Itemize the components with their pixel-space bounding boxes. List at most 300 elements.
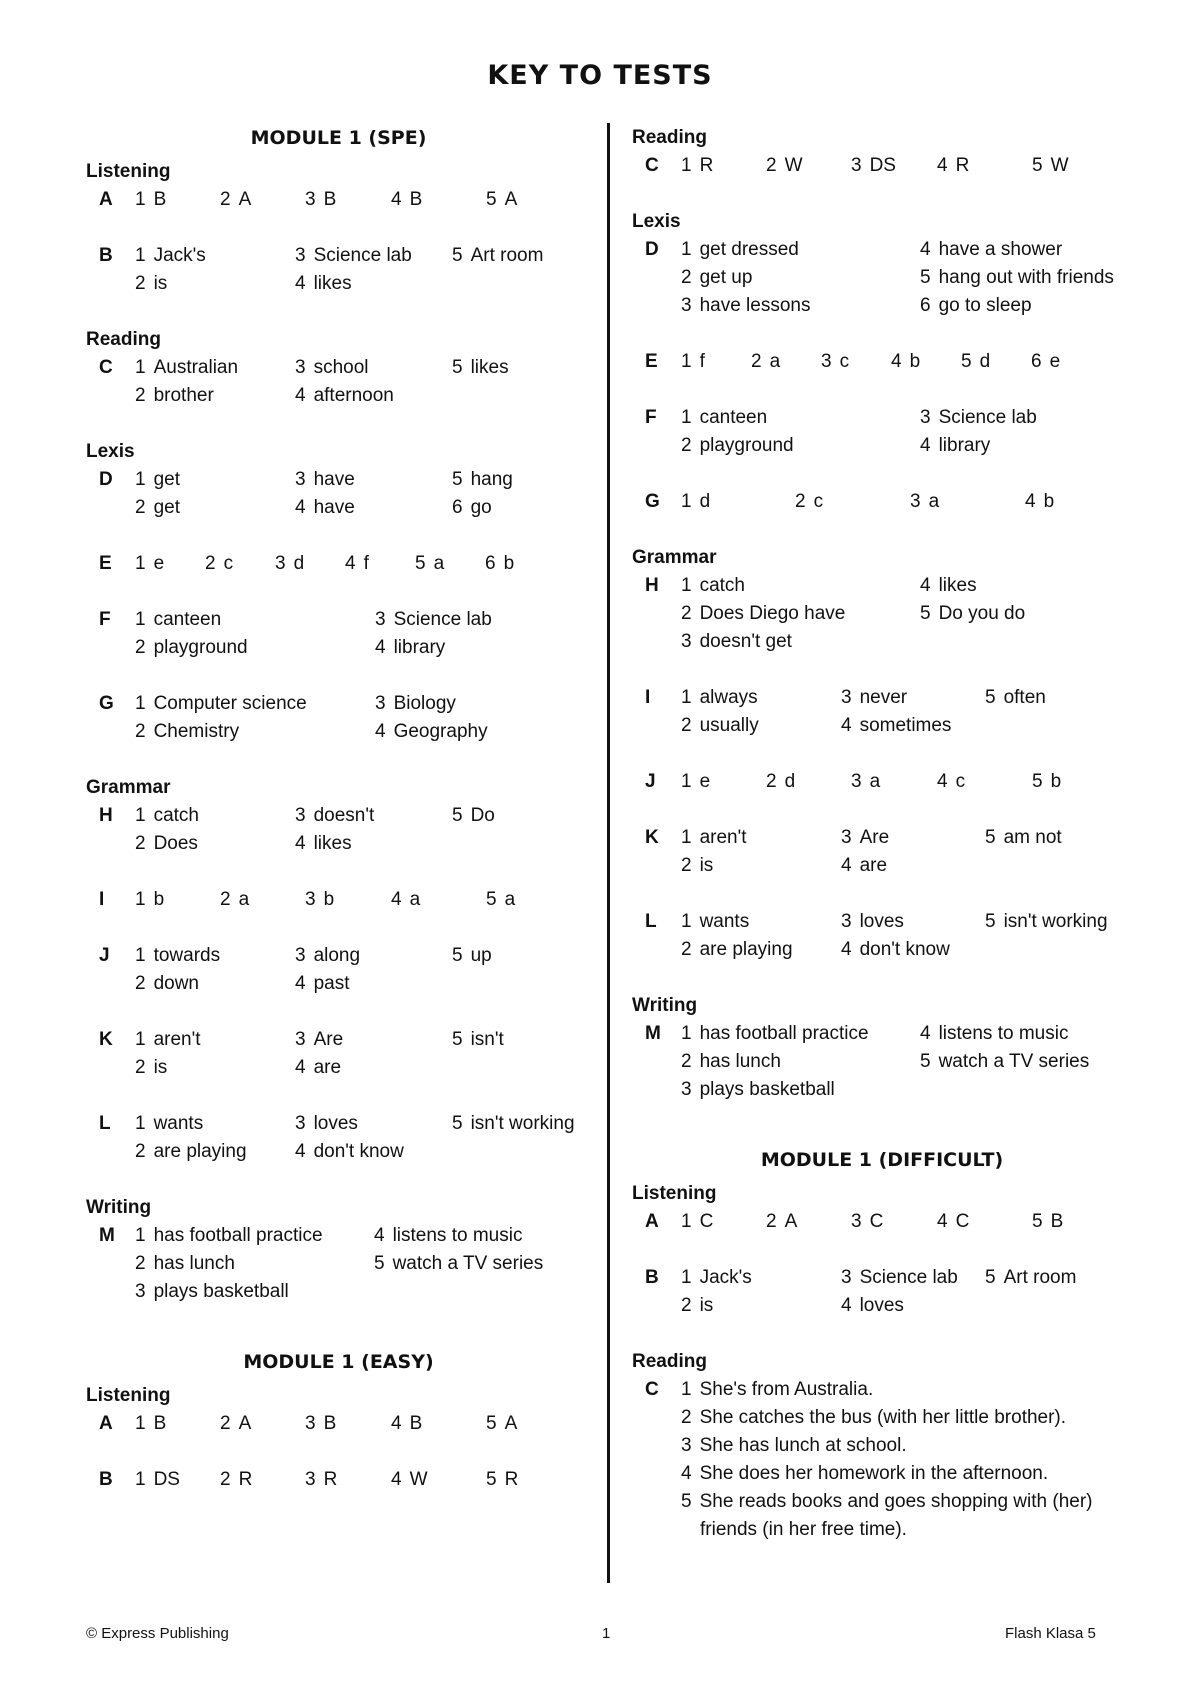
item-number: 5 (486, 1469, 497, 1490)
answer-item (135, 186, 166, 214)
answer-item (681, 1048, 781, 1076)
item-answer: A (238, 1413, 252, 1434)
item-number: 6 (1031, 351, 1042, 372)
answer-item (345, 550, 369, 578)
answer-item (937, 768, 965, 796)
answer-item (795, 488, 823, 516)
item-answer: down (153, 973, 199, 994)
item-number: 2 (681, 435, 692, 456)
item-number: 4 (1025, 491, 1036, 512)
answer-item (841, 684, 907, 712)
exercise-i (86, 886, 591, 914)
item-answer: a (433, 553, 445, 574)
item-number: 1 (135, 805, 146, 826)
item-number: 4 (920, 1023, 931, 1044)
item-number: 2 (135, 1057, 146, 1078)
item-number: 2 (135, 973, 146, 994)
item-answer: Science lab (313, 245, 412, 266)
answer-row (99, 970, 591, 998)
item-number: 4 (345, 553, 356, 574)
answer-item (135, 1110, 203, 1138)
item-answer: sometimes (859, 715, 952, 736)
item-answer: Jack's (153, 245, 206, 266)
item-number: 3 (841, 827, 852, 848)
item-number: 5 (985, 911, 996, 932)
answer-item (135, 1138, 247, 1166)
answer-item (305, 1466, 337, 1494)
item-number: 3 (851, 155, 862, 176)
answer-item (681, 1376, 873, 1404)
answer-item (920, 432, 990, 460)
item-number: 2 (135, 1141, 146, 1162)
answer-item (851, 1208, 883, 1236)
item-answer: W (1050, 155, 1069, 176)
item-number: 5 (415, 553, 426, 574)
answer-row (99, 830, 591, 858)
answer-item (920, 404, 1037, 432)
item-answer: She does her homework in the afternoon. (699, 1463, 1049, 1484)
answer-item (891, 348, 920, 376)
item-number: 1 (135, 1029, 146, 1050)
answer-row (645, 1264, 1132, 1292)
item-number: 2 (135, 1253, 146, 1274)
item-answer: likes (313, 273, 352, 294)
item-answer: hang out with friends (938, 267, 1114, 288)
answer-row (645, 852, 1132, 880)
module-heading-easy: MODULE 1 (EASY) (243, 1351, 434, 1373)
answer-item (681, 404, 767, 432)
exercise-j (632, 768, 1132, 796)
item-answer: b (153, 889, 165, 910)
item-answer: She catches the bus (with her little brother). (699, 1407, 1067, 1428)
item-answer: catch (153, 805, 199, 826)
item-answer: Science lab (859, 1267, 958, 1288)
item-answer: likes (313, 833, 352, 854)
item-number: 1 (135, 693, 146, 714)
exercise-i (632, 684, 1132, 740)
answer-row (99, 1138, 591, 1166)
item-number: 1 (135, 553, 146, 574)
answer-item (374, 1222, 522, 1250)
item-answer: listens to music (392, 1225, 523, 1246)
item-answer: doesn't get (699, 631, 792, 652)
item-answer: e (699, 771, 711, 792)
item-answer: has lunch (699, 1051, 781, 1072)
item-answer: has football practice (699, 1023, 869, 1044)
answer-row (99, 634, 591, 662)
exercise-letter: A (99, 1413, 113, 1434)
answer-item (295, 1138, 404, 1166)
answer-row (645, 1376, 1132, 1404)
item-answer: Are (859, 827, 890, 848)
item-number: 5 (486, 889, 497, 910)
answer-item (275, 550, 304, 578)
item-number: 2 (135, 273, 146, 294)
answer-row (99, 494, 591, 522)
item-number: 3 (135, 1281, 146, 1302)
exercise-e (632, 348, 1132, 376)
item-number: 2 (766, 1211, 777, 1232)
column-divider (607, 123, 610, 1583)
exercise-k (86, 1026, 591, 1082)
item-answer: d (293, 553, 305, 574)
answer-item (452, 494, 492, 522)
answer-item (486, 1410, 517, 1438)
answer-row (645, 1208, 1132, 1236)
answer-item (961, 348, 990, 376)
item-answer: likes (938, 575, 977, 596)
item-number: 6 (452, 497, 463, 518)
exercise-h (632, 572, 1132, 656)
answer-item (841, 852, 887, 880)
item-number: 2 (681, 715, 692, 736)
item-number: 1 (681, 1211, 692, 1232)
answer-item (920, 1020, 1068, 1048)
answer-row (645, 908, 1132, 936)
exercise-letter: H (99, 805, 113, 826)
answer-row (99, 1466, 591, 1494)
item-number: 5 (1032, 771, 1043, 792)
item-answer: Science lab (393, 609, 492, 630)
answer-item (681, 852, 713, 880)
answer-item (135, 690, 307, 718)
item-number: 2 (766, 771, 777, 792)
item-answer: a (869, 771, 881, 792)
answer-item (135, 970, 199, 998)
exercise-h (86, 802, 591, 858)
answer-item (375, 690, 456, 718)
answer-item (295, 270, 352, 298)
answer-item (681, 292, 810, 320)
answer-item (135, 942, 220, 970)
answer-row (645, 1488, 1132, 1516)
answer-item (681, 1460, 1048, 1488)
item-number: 3 (375, 693, 386, 714)
item-answer: loves (859, 1295, 904, 1316)
answer-item (766, 1208, 797, 1236)
answer-row (645, 1020, 1132, 1048)
item-answer: am not (1003, 827, 1062, 848)
answer-row (645, 1048, 1132, 1076)
exercise-m (86, 1222, 591, 1306)
answer-item (920, 292, 1032, 320)
answer-item (681, 432, 794, 460)
answer-row (645, 264, 1132, 292)
exercise-letter: C (99, 357, 113, 378)
answer-item (135, 354, 238, 382)
answer-item (135, 242, 206, 270)
answer-item (452, 802, 495, 830)
answer-item (681, 1432, 907, 1460)
item-answer: isn't (470, 1029, 504, 1050)
answer-item (681, 908, 749, 936)
item-answer: brother (153, 385, 214, 406)
item-answer: get (153, 497, 180, 518)
item-number: 6 (485, 553, 496, 574)
exercise-j (86, 942, 591, 998)
exercise-a (86, 186, 591, 214)
item-answer: get (153, 469, 180, 490)
answer-item (1025, 488, 1054, 516)
item-number: 1 (135, 1113, 146, 1134)
section-heading: Grammar (632, 547, 717, 568)
answer-item (681, 152, 713, 180)
item-number: 2 (220, 189, 231, 210)
answer-item (295, 830, 352, 858)
item-number: 1 (681, 771, 692, 792)
answer-item (841, 908, 904, 936)
answer-row (99, 382, 591, 410)
item-answer: a (504, 889, 516, 910)
answer-item (681, 1208, 713, 1236)
answer-row (645, 1292, 1132, 1320)
item-answer: wants (153, 1113, 204, 1134)
item-number: 4 (841, 855, 852, 876)
section-heading: Listening (632, 1183, 717, 1204)
footer-copyright: © Express Publishing (86, 1625, 229, 1642)
answer-item (681, 1488, 1093, 1516)
item-number: 3 (295, 245, 306, 266)
answer-row (99, 550, 591, 578)
answer-item (295, 1054, 341, 1082)
item-number: 1 (135, 1225, 146, 1246)
item-answer: R (238, 1469, 253, 1490)
answer-item (985, 684, 1046, 712)
answer-item (135, 466, 180, 494)
item-answer: often (1003, 687, 1046, 708)
answer-row (645, 1076, 1132, 1104)
exercise-c (632, 1376, 1132, 1544)
item-answer: c (839, 351, 850, 372)
exercise-d (86, 466, 591, 522)
page-title: KEY TO TESTS (487, 60, 713, 91)
answer-item (681, 1404, 1066, 1432)
item-answer: B (323, 1413, 337, 1434)
item-number: 4 (391, 189, 402, 210)
item-number: 4 (841, 939, 852, 960)
item-answer: have a shower (938, 239, 1063, 260)
answer-row (645, 600, 1132, 628)
exercise-letter: K (99, 1029, 113, 1050)
item-answer: go to sleep (938, 295, 1032, 316)
exercise-letter: M (645, 1023, 661, 1044)
item-answer: watch a TV series (392, 1253, 544, 1274)
item-number: 4 (891, 351, 902, 372)
item-number: 4 (375, 721, 386, 742)
item-number: 5 (452, 469, 463, 490)
item-number: 5 (961, 351, 972, 372)
item-number: 1 (135, 245, 146, 266)
answer-item (374, 1250, 543, 1278)
answer-item (135, 382, 214, 410)
answer-item (681, 684, 758, 712)
item-number: 3 (841, 1267, 852, 1288)
item-answer: Does (153, 833, 198, 854)
item-answer: school (313, 357, 369, 378)
answer-row (99, 270, 591, 298)
item-number: 2 (681, 939, 692, 960)
item-answer: plays basketball (153, 1281, 289, 1302)
answer-item (851, 768, 880, 796)
answer-item (1032, 768, 1061, 796)
item-answer: c (955, 771, 966, 792)
item-number: 1 (681, 239, 692, 260)
item-answer: C (699, 1211, 714, 1232)
answer-item (135, 606, 221, 634)
item-number: 3 (305, 1469, 316, 1490)
answer-item (295, 466, 355, 494)
item-number: 3 (295, 469, 306, 490)
item-answer: a (238, 889, 250, 910)
item-answer: up (470, 945, 492, 966)
item-number: 3 (681, 631, 692, 652)
item-answer: DS (869, 155, 896, 176)
item-answer: R (323, 1469, 338, 1490)
answer-item (485, 550, 514, 578)
item-answer: B (153, 189, 167, 210)
item-number: 2 (220, 889, 231, 910)
answer-row (99, 466, 591, 494)
item-answer: a (409, 889, 421, 910)
answer-item (220, 886, 249, 914)
answer-row (645, 152, 1132, 180)
answer-item (295, 970, 350, 998)
item-number: 2 (681, 1051, 692, 1072)
answer-item (135, 1466, 180, 1494)
exercise-letter: B (99, 1469, 113, 1490)
exercise-c (632, 152, 1132, 180)
item-number: 3 (305, 189, 316, 210)
item-number: 1 (681, 407, 692, 428)
exercise-d (632, 236, 1132, 320)
item-number: 3 (841, 687, 852, 708)
item-number: 1 (681, 575, 692, 596)
answer-row (645, 1432, 1132, 1460)
item-number: 3 (851, 771, 862, 792)
item-answer: A (504, 1413, 518, 1434)
item-answer: canteen (153, 609, 222, 630)
item-number: 3 (305, 1413, 316, 1434)
item-number: 4 (295, 1057, 306, 1078)
item-number: 5 (1032, 155, 1043, 176)
item-number: 5 (452, 805, 463, 826)
item-answer: She reads books and goes shopping with (her) (699, 1491, 1093, 1512)
answer-row (645, 488, 1132, 516)
answer-item (681, 1264, 752, 1292)
item-answer: are playing (699, 939, 793, 960)
answer-item (681, 236, 799, 264)
section-heading: Lexis (86, 441, 135, 462)
item-answer: a (769, 351, 781, 372)
item-number: 1 (135, 609, 146, 630)
exercise-letter: C (645, 155, 659, 176)
item-answer: A (238, 189, 252, 210)
item-answer: Are (313, 1029, 344, 1050)
answer-item (681, 1516, 907, 1544)
item-number: 6 (920, 295, 931, 316)
item-number: 1 (135, 945, 146, 966)
answer-row (645, 768, 1132, 796)
item-number: 4 (295, 973, 306, 994)
answer-row (99, 1110, 591, 1138)
item-answer: f (363, 553, 369, 574)
answer-item (295, 354, 369, 382)
answer-row (99, 886, 591, 914)
item-number: 4 (937, 155, 948, 176)
item-answer: Biology (393, 693, 456, 714)
answer-item (920, 572, 977, 600)
answer-item (681, 712, 759, 740)
section-heading: Lexis (632, 211, 681, 232)
answer-row (645, 1460, 1132, 1488)
item-answer: b (1043, 491, 1055, 512)
exercise-letter: J (99, 945, 110, 966)
item-answer: have (313, 497, 355, 518)
answer-row (99, 802, 591, 830)
answer-item (135, 802, 199, 830)
item-number: 1 (135, 1413, 146, 1434)
item-answer: get dressed (699, 239, 799, 260)
item-answer: B (409, 189, 423, 210)
item-answer: are (313, 1057, 342, 1078)
item-answer: catch (699, 575, 745, 596)
right-column (632, 124, 1132, 1550)
item-number: 2 (220, 1469, 231, 1490)
exercise-letter: D (645, 239, 659, 260)
answer-item (135, 830, 198, 858)
item-answer: never (859, 687, 908, 708)
item-answer: Do (470, 805, 495, 826)
item-number: 4 (920, 239, 931, 260)
item-number: 2 (681, 267, 692, 288)
exercise-b (632, 1264, 1132, 1320)
answer-item (220, 186, 251, 214)
item-answer: afternoon (313, 385, 394, 406)
item-answer: b (909, 351, 921, 372)
item-answer: is (153, 273, 168, 294)
item-number: 3 (821, 351, 832, 372)
answer-item (486, 186, 517, 214)
answer-item (391, 1410, 422, 1438)
answer-row (99, 354, 591, 382)
item-answer: Chemistry (153, 721, 240, 742)
exercise-m (632, 1020, 1132, 1104)
item-answer: A (784, 1211, 798, 1232)
answer-row (99, 1410, 591, 1438)
exercise-letter: F (645, 407, 657, 428)
item-number: 2 (135, 637, 146, 658)
item-number: 3 (295, 1113, 306, 1134)
item-answer: c (813, 491, 824, 512)
item-number: 1 (135, 189, 146, 210)
exercise-letter: E (645, 351, 658, 372)
answer-item (205, 550, 233, 578)
answer-item (375, 634, 445, 662)
item-number: 3 (305, 889, 316, 910)
item-number: 3 (681, 1435, 692, 1456)
exercise-letter: I (645, 687, 651, 708)
item-answer: playground (153, 637, 248, 658)
item-answer: are playing (153, 1141, 247, 1162)
item-answer: have lessons (699, 295, 811, 316)
item-answer: B (153, 1413, 167, 1434)
answer-row (645, 684, 1132, 712)
item-number: 4 (681, 1463, 692, 1484)
item-number: 3 (275, 553, 286, 574)
answer-item (985, 824, 1062, 852)
exercise-letter: A (645, 1211, 659, 1232)
item-number: 3 (681, 1079, 692, 1100)
